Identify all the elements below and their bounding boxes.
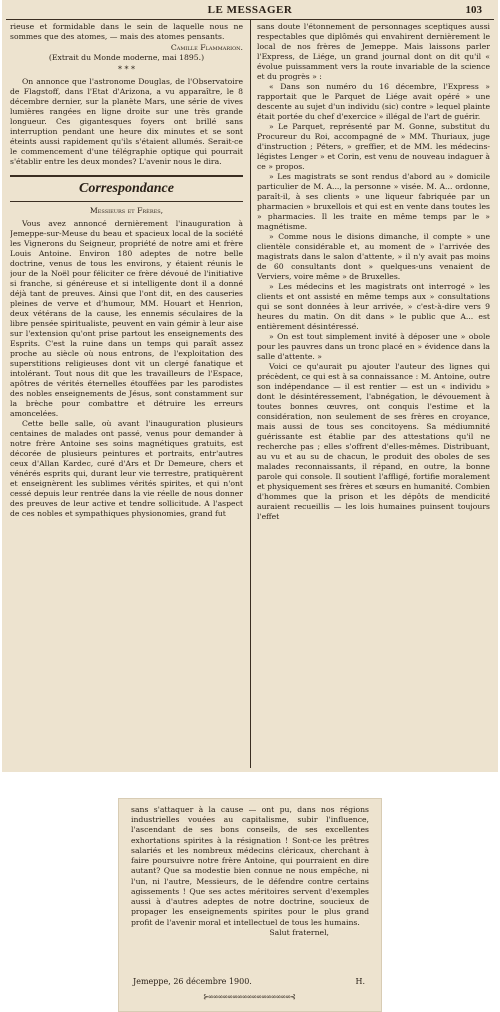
closing-paragraph: Voici ce qu'aurait pu ajouter l'auteur des lignes qui précèdent, ce qui est à sa connaissance : M. Antoine, outre son indépendance — il est rentier — est un « individu » dont le désintéressement, l'abnégation, le dévouement à toutes bonnes œuvres, ont conquis l'estime et la considération, non seulement de ses frères en croyance, mais aussi de tous ses concitoyens. Sa médiumnité guérissante est établie par des attestations qu'il ne recherche pas ; elles s'offrent d'elles-mêmes. Distribuant, au vu et au su de chacun, le produit des oboles de ses malades reconnaissants, il répand, en outre, la bonne parole qui console. Il soutient l'affligé, fortifie moralement et physiquement ses frères et sœurs en humanité. Combien d'hommes que la prison et les dépôts de mendicité auraient recueillis — les lois humaines puinsent toujours l'effet	[257, 362, 490, 521]
left-column	[10, 22, 243, 766]
quote-paragraph-6: » On est tout simplement invité à déposer une » obole pour les pauvres dans un tronc placé en » évidence dans la salle d'attente. »	[257, 332, 490, 361]
letter-salutation: Messieurs et Frères,	[89, 205, 164, 215]
quote-paragraph-5: » Les médecins et les magistrats ont interrogé » les clients et ont assisté en même temps aux » consultations qui se sont données à leur arrivée, » c'est-à-dire vers 9 heures du matin. On dit dans » le public que A... est entièrement désintéressé.	[257, 282, 490, 331]
intro-signature: Camille Flammarion.	[170, 43, 243, 52]
ornament-divider: ⊱∞∞∞∞∞∞∞∞∞∞∞∞∞∞∞∞∞⊰	[203, 993, 295, 1001]
right-column	[257, 22, 490, 766]
letter-paragraph-2: Cette belle salle, où avant l'inauguration plusieurs centaines de malades ont passé, venus pour demander à notre frère Antoine ses soins magnétiques gratuits, est décorée de plusieurs peintures et portraits, entr'autres ceux d'Allan Kardec, curé d'Ars et Dr Demeure, chers et vénérés esprits qui, durant leur vie terrestre, pratiquèrent et enseignèrent les sublimes vérités spirites, et qui n'ont cessé depuis leur rentrée dans la vie réelle de nous donner des preuves de leur active et tendre sollicitude. A l'aspect de ces nobles et sympathiques physionomies, grand fut	[10, 418, 243, 518]
quote-paragraph-3: » Les magistrats se sont rendus d'abord au » domicile particulier de M. A..., la personne » visée. M. A... ordonne, paraît-il, à ses clients » une liqueur fabriquée par un pharmacien » bruxellois et qui est en vente dans toutes les » pharmacies. Il les traite en même temps par le » magnétisme.	[257, 172, 490, 231]
page-header	[2, 4, 498, 18]
intro-text: rieuse et formidable dans le sein de laquelle nous ne sommes que des atomes, — mais des atomes pensants.	[10, 22, 243, 41]
mars-paragraph: On annonce que l'astronome Douglas, de l'Observatoire de Flagstoff, dans l'Etat d'Arizona, a vu apparaître, le 8 décembre dernier, sur la planète Mars, une série de vives lumières rangées en ligne droite sur une très grande longueur. Ces gigantesques foyers ont brillé sans interruption pendant une heure dix minutes et se sont éteints aussi rapidement qu'ils s'étaient allumés. Serait-ce le commencement d'une télégraphie optique qui pourrait s'établir entre les deux mondes? L'avenir nous le dira.	[10, 76, 243, 166]
clipping-place-date: Jemeppe, 26 décembre 1900.	[133, 977, 252, 986]
right-opening: sans doute l'étonnement de personnages sceptiques aussi respectables que diplômés qui envahirent dernièrement le local de nos frères de Jemeppe. Mais laissons parler l'Express, de Liége, un grand journal dont on dit qu'il « évolue puissamment vers la route invariable de la science et du progrès » :	[257, 22, 490, 81]
quote-paragraph-1: « Dans son numéro du 16 décembre, l'Express » rapportait que le Parquet de Liége avait opéré » une descente au sujet d'un individu (sic) contre » lequel plainte était portée du chef d'exercice » illégal de l'art de guérir.	[257, 82, 490, 121]
section-title: Correspondance	[10, 175, 243, 202]
clipping-dateline	[133, 977, 365, 986]
column-divider	[250, 20, 251, 768]
clipping-salut: Salut fraternel,	[269, 927, 329, 937]
clipping-text-block	[131, 805, 369, 938]
continuation-clipping	[118, 798, 382, 1012]
journal-title: LE MESSAGER	[207, 4, 293, 16]
letter-paragraph-1: Vous avez annoncé dernièrement l'inauguration à Jemeppe-sur-Meuse du beau et spacieux local de la société les Vignerons du Seigneur, propriété de notre ami et frère Louis Antoine. Environ 180 adeptes de notre belle doctrine, venus de tous les environs, y étaient réunis le jour de la Noël pour féliciter ce frère dévoué de l'initiative si franche, si généreuse et si intelligente dont il a donné déjà tant de preuves. Ainsi que l'ont dit, en des causeries pleines de verve et d'humour, MM. Houart et Henrion, deux vétérans de la cause, les ennemis séculaires de la libre pensée spiritualiste, peuvent en vain gémir à leur aise sur l'extension qu'ont prise partout les enseignements des Esprits. C'est la ruine dans un temps qui paraît assez proche au siècle où nous entrons, de l'exploitation des superstitions religieuses dont vit un clergé fanatique et intolérant. Tout nous dit que les travailleurs de l'Espace, apôtres de vérités éternelles étouffées par les parodistes des nobles enseignements de Jésus, sont constamment sur la brèche pour combattre et détruire les erreurs amoncelées.	[10, 218, 243, 418]
section-stars: * * *	[117, 65, 136, 74]
newspaper-page	[2, 0, 498, 772]
clipping-initial: H.	[355, 977, 365, 986]
clipping-text: sans s'attaquer à la cause — ont pu, dans nos régions industrielles vouées au capitalisme, subir l'influence, l'ascendant de ses bons conseils, de ses excellentes exhortations spirites à la résignation ! Sont-ce les prêtres salariés et les nombreux médecins cléricaux, cherchant à faire poursuivre notre frère Antoine, qui pourraient en dire autant? Que sa modestie bien connue ne nous empêche, ni l'un, ni l'autre, Messieurs, de le défendre contre certains agissements ! Que ses actes méritoires servent d'exemples aussi à d'autres adeptes de notre doctrine, soucieux de propager les enseignements spirites pour le plus grand profit de l'avenir moral et intellectuel de tous les humains.	[131, 805, 369, 927]
quote-paragraph-4: » Comme nous le disions dimanche, il compte » une clientèle considérable et, au moment de » l'arrivée des magistrats dans le salon d'attente, » il n'y avait pas moins de 60 consultants dont » quelques-uns venaient de Verviers, voire même » de Bruxelles.	[257, 232, 490, 281]
intro-source: (Extrait du Monde moderne, mai 1895.)	[48, 53, 205, 62]
page-number: 103	[465, 4, 482, 16]
quote-paragraph-2: » Le Parquet, représenté par M. Gonne, substitut du Procureur du Roi, accompagné de » MM. Thuriaux, juge d'instruction ; Péters, » greffier, et de MM. les médecins-légistes Lenger » et Corin, est venu de nouveau indaguer à ce » propos.	[257, 122, 490, 171]
